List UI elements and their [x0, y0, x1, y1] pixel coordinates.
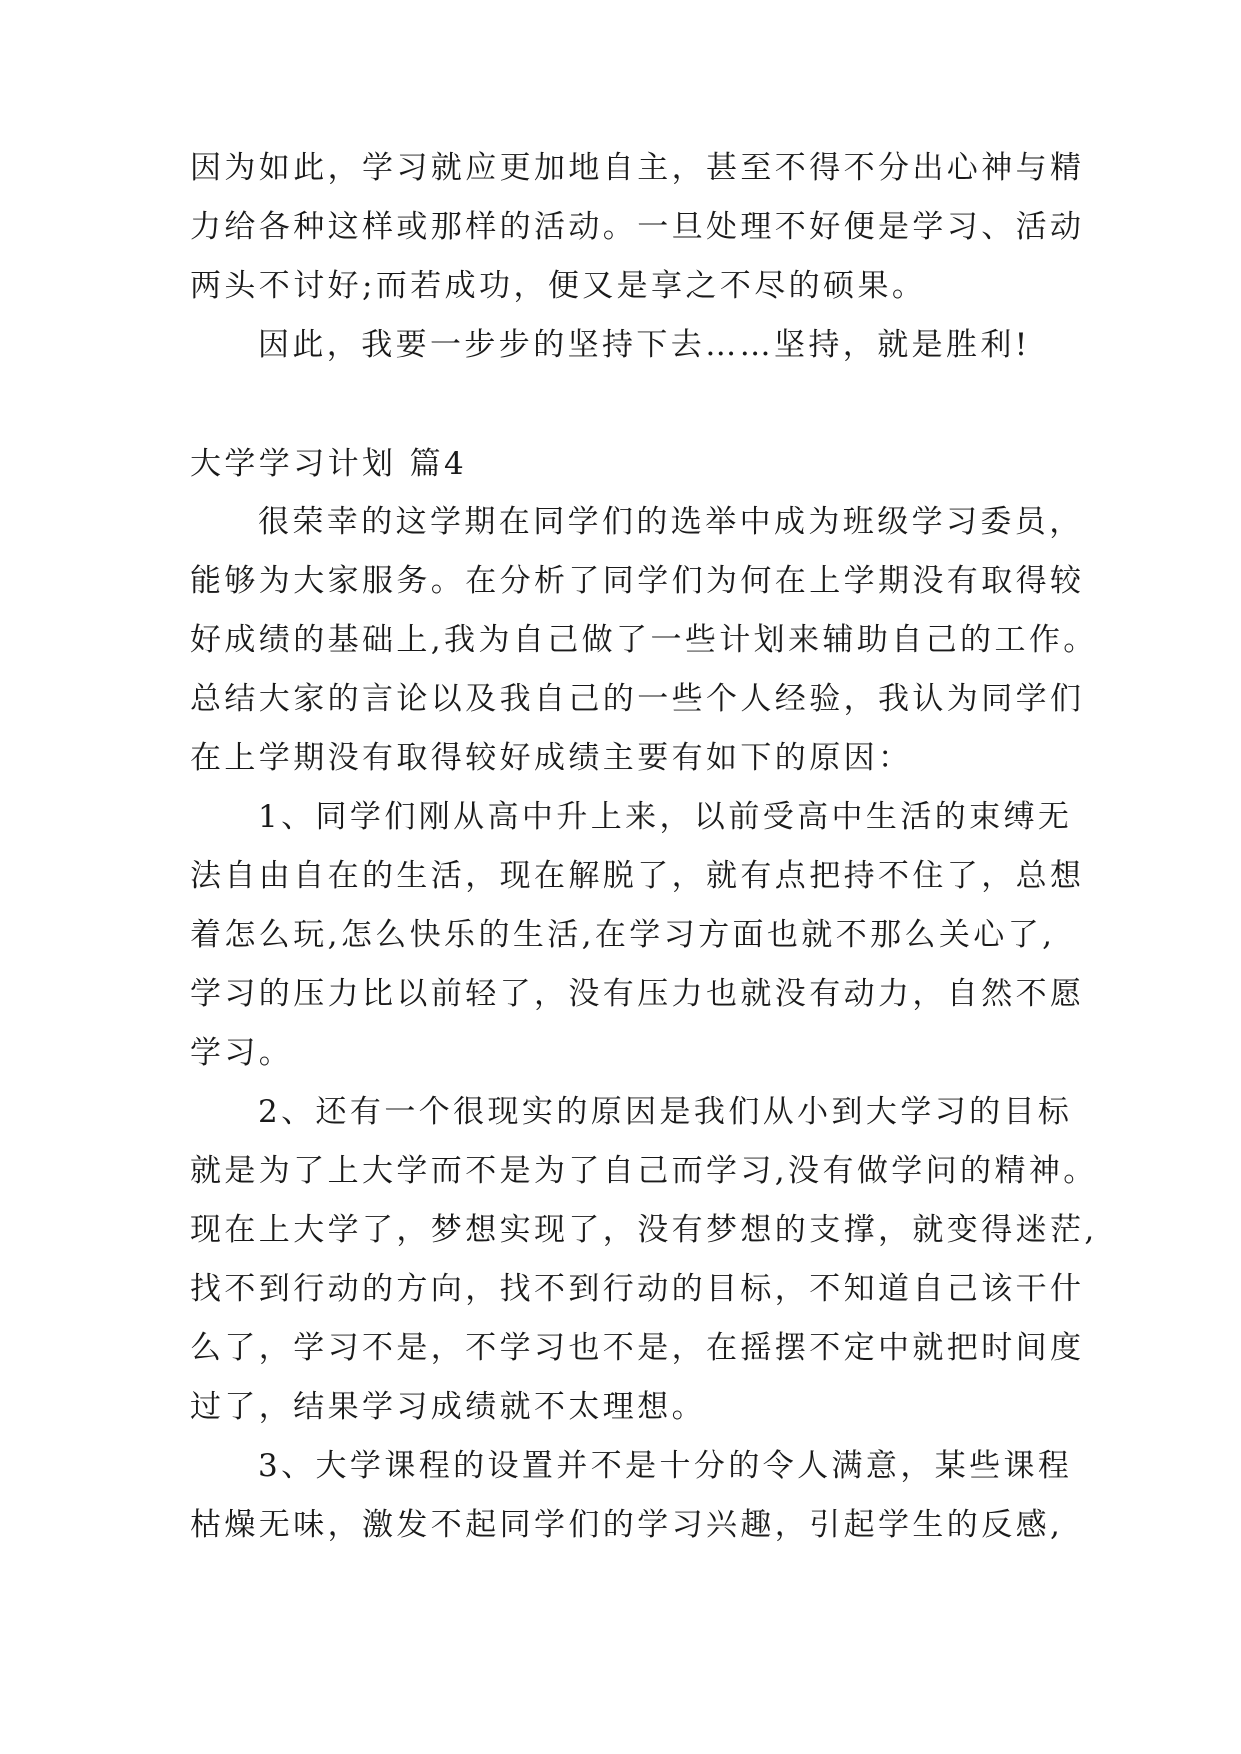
text-line: 1、同学们刚从高中升上来，以前受高中生活的束缚无 — [258, 799, 1073, 835]
text-line: 因为如此，学习就应更加地自主，甚至不得不分出心神与精 — [190, 150, 1085, 186]
text-line: 总结大家的言论以及我自己的一些个人经验，我认为同学们 — [190, 681, 1085, 717]
text-line: 么了，学习不是，不学习也不是，在摇摆不定中就把时间度 — [190, 1330, 1085, 1366]
text-line: 枯燥无味，激发不起同学们的学习兴趣，引起学生的反感, — [190, 1507, 1064, 1543]
text-line: 在上学期没有取得较好成绩主要有如下的原因： — [190, 740, 913, 776]
text-line: 学习的压力比以前轻了，没有压力也就没有动力，自然不愿 — [190, 976, 1085, 1012]
text-line: 很荣幸的这学期在同学们的选举中成为班级学习委员， — [258, 504, 1084, 540]
text-line: 过了，结果学习成绩就不太理想。 — [190, 1389, 706, 1425]
text-line: 着怎么玩,怎么快乐的生活,在学习方面也就不那么关心了, — [190, 917, 1056, 953]
text-line: 就是为了上大学而不是为了自己而学习,没有做学问的精神。 — [190, 1153, 1098, 1189]
text-line: 好成绩的基础上,我为自己做了一些计划来辅助自己的工作。 — [190, 622, 1098, 658]
text-line: 3、大学课程的设置并不是十分的令人满意，某些课程 — [258, 1448, 1073, 1484]
text-line: 能够为大家服务。在分析了同学们为何在上学期没有取得较 — [190, 563, 1085, 599]
text-line: 现在上大学了，梦想实现了，没有梦想的支撑，就变得迷茫, — [190, 1212, 1098, 1248]
text-line: 学习。 — [190, 1035, 294, 1071]
text-line: 找不到行动的方向，找不到行动的目标，不知道自己该干什 — [190, 1271, 1085, 1307]
text-line: 因此，我要一步步的坚持下去……坚持，就是胜利! — [258, 327, 1031, 363]
text-line: 力给各种这样或那样的活动。一旦处理不好便是学习、活动 — [190, 209, 1085, 245]
text-line: 2、还有一个很现实的原因是我们从小到大学习的目标 — [258, 1094, 1073, 1130]
text-line: 法自由自在的生活，现在解脱了，就有点把持不住了，总想 — [190, 858, 1085, 894]
text-line: 两头不讨好;而若成功，便又是享之不尽的硕果。 — [190, 268, 927, 304]
section-heading: 大学学习计划 篇4 — [190, 446, 468, 482]
